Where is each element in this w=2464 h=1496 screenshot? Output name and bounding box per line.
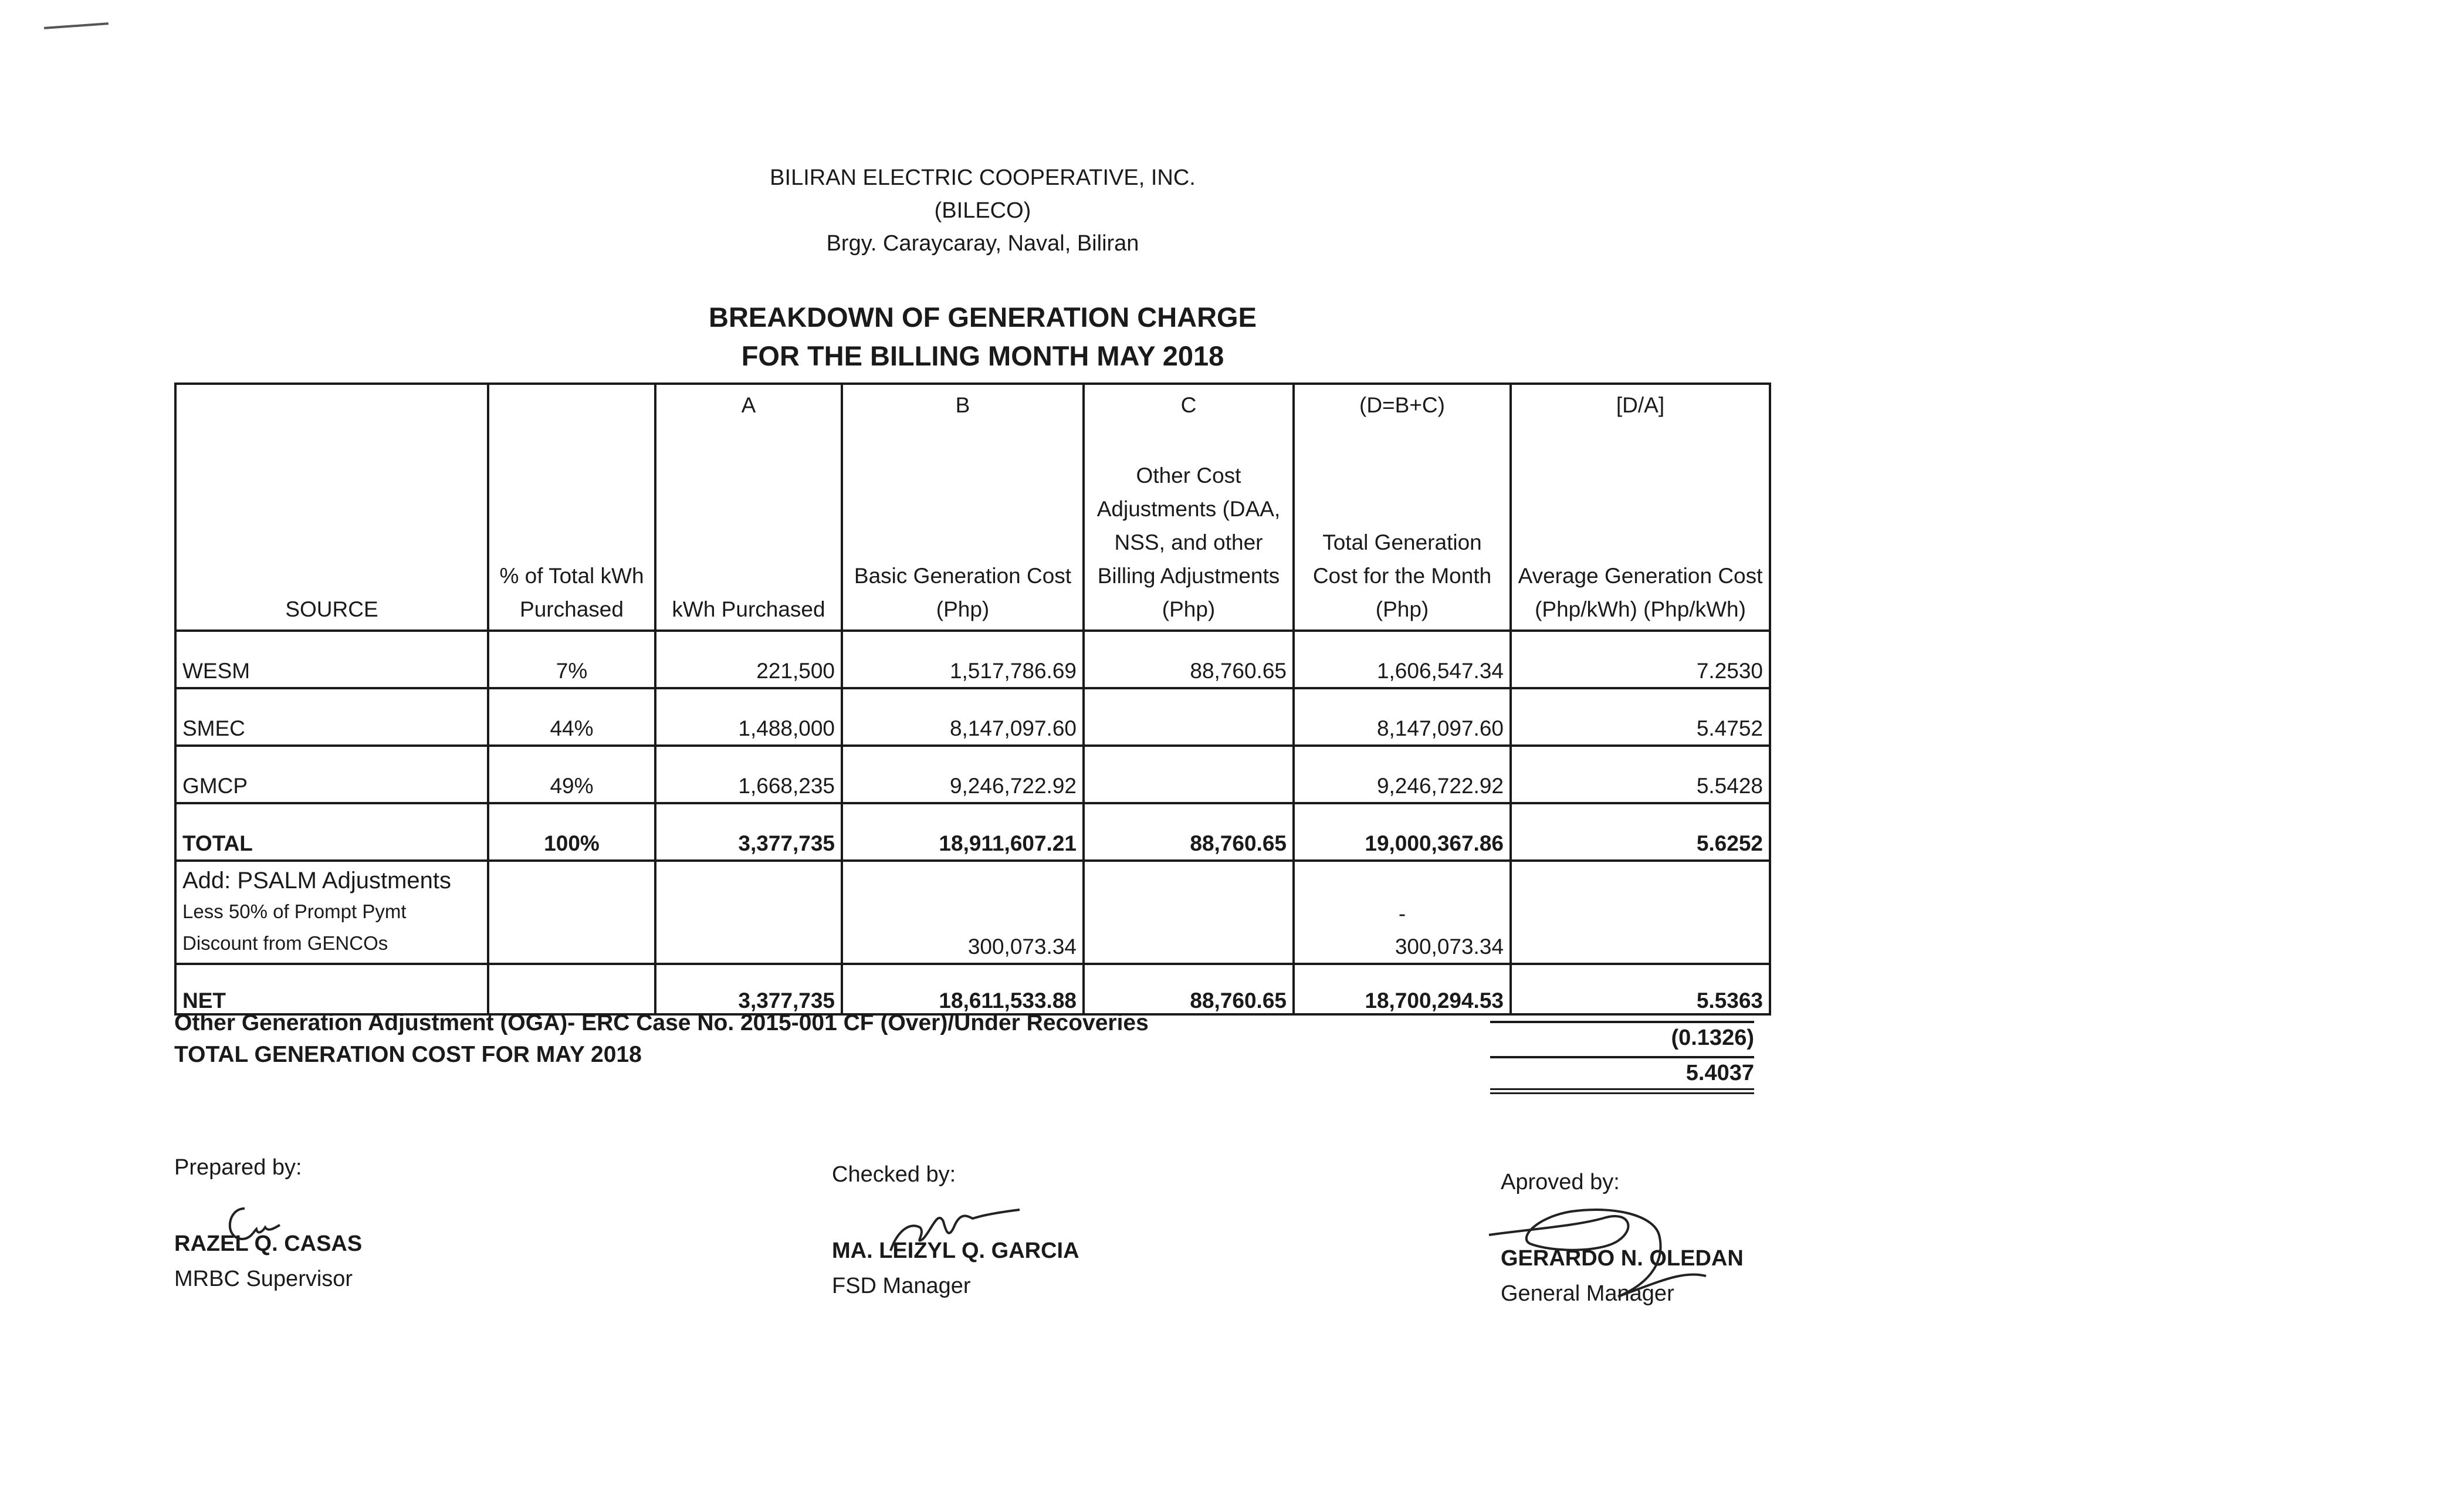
cell-source: NET: [175, 964, 488, 1014]
org-name: BILIRAN ELECTRIC COOPERATIVE, INC.: [770, 165, 1196, 190]
cell-avg: [1511, 861, 1770, 964]
cell-avg: 5.5363: [1511, 964, 1770, 1014]
cell-basic: 8,147,097.60: [842, 688, 1084, 746]
cell-avg: 7.2530: [1511, 631, 1770, 688]
header-pct: % of Total kWh Purchased: [488, 384, 655, 631]
cell-pct: 44%: [488, 688, 655, 746]
cell-basic: 18,911,607.21: [842, 803, 1084, 861]
cell-kwh: 3,377,735: [655, 964, 842, 1014]
prepared-by-block: [174, 1150, 362, 1297]
cell-other: 88,760.65: [1084, 964, 1294, 1014]
cell-pct: [488, 964, 655, 1014]
cell-pct: 49%: [488, 746, 655, 803]
cell-total: [1294, 861, 1511, 964]
cell-kwh: 221,500: [655, 631, 842, 688]
cell-basic: 18,611,533.88: [842, 964, 1084, 1014]
title-line-1: BREAKDOWN OF GENERATION CHARGE: [709, 302, 1257, 333]
cell-total: 8,147,097.60: [1294, 688, 1511, 746]
title-line-2: FOR THE BILLING MONTH MAY 2018: [741, 340, 1224, 371]
document-title: [528, 298, 1437, 375]
header-kwh: A kWh Purchased: [655, 384, 842, 631]
cell-other: [1084, 688, 1294, 746]
cell-avg: 5.5428: [1511, 746, 1770, 803]
cell-total: 9,246,722.92: [1294, 746, 1511, 803]
cell-kwh: 1,668,235: [655, 746, 842, 803]
generation-charge-table: [174, 383, 1771, 1016]
cell-source: GMCP: [175, 746, 488, 803]
prepared-by-position: MRBC Supervisor: [174, 1267, 353, 1291]
signature-garcia: [879, 1198, 1031, 1263]
checked-by-name: MA. LEIZYL Q. GARCIA: [832, 1238, 1079, 1263]
cell-kwh: [655, 861, 842, 964]
table-row: [175, 688, 1770, 746]
oga-label: Other Generation Adjustment (OGA)- ERC Case No. 2015-001 CF (Over)/Under Recoveries: [174, 1010, 1149, 1035]
checked-by-label: Checked by:: [832, 1162, 956, 1187]
header-other-cost: C Other Cost Adjustments (DAA, NSS, and other Billing Adjustments (Php): [1084, 384, 1294, 631]
cell-pct: [488, 861, 655, 964]
psalm-adjustment-row: [175, 861, 1770, 964]
checked-by-position: FSD Manager: [832, 1274, 971, 1298]
net-row: [175, 964, 1770, 1014]
approved-by-block: [1501, 1165, 1744, 1311]
header-basic-cost: B Basic Generation Cost (Php): [842, 384, 1084, 631]
cell-other: 88,760.65: [1084, 803, 1294, 861]
cell-total: 19,000,367.86: [1294, 803, 1511, 861]
psalm-label-1: Add: PSALM Adjustments: [182, 868, 452, 893]
oga-value: (0.1326): [1490, 1021, 1754, 1051]
scan-mark: [44, 22, 109, 29]
psalm-label-2: Less 50% of Prompt Pymt: [182, 901, 407, 922]
table-row: [175, 746, 1770, 803]
cell-kwh: 1,488,000: [655, 688, 842, 746]
cell-other: [1084, 861, 1294, 964]
table-header-row: [175, 384, 1770, 631]
table-row: [175, 631, 1770, 688]
cell-avg: 5.4752: [1511, 688, 1770, 746]
org-abbr: (BILECO): [934, 198, 1031, 223]
cell-source: TOTAL: [175, 803, 488, 861]
psalm-total-value: 300,073.34: [1395, 935, 1504, 959]
cell-basic: 9,246,722.92: [842, 746, 1084, 803]
cell-psalm-label: [175, 861, 488, 964]
psalm-label-3: Discount from GENCOs: [182, 932, 388, 954]
cell-source: SMEC: [175, 688, 488, 746]
total-generation-value: 5.4037: [1490, 1056, 1754, 1094]
total-row: [175, 803, 1770, 861]
header-source: SOURCE: [175, 384, 488, 631]
cell-source: WESM: [175, 631, 488, 688]
cell-pct: 100%: [488, 803, 655, 861]
approved-by-name: GERARDO N. OLEDAN: [1501, 1246, 1744, 1271]
org-address: Brgy. Caraycaray, Naval, Biliran: [826, 231, 1139, 256]
approved-by-position: General Manager: [1501, 1281, 1674, 1306]
cell-basic: 300,073.34: [842, 861, 1084, 964]
total-generation-label: TOTAL GENERATION COST FOR MAY 2018: [174, 1042, 642, 1067]
cell-total: 18,700,294.53: [1294, 964, 1511, 1014]
prepared-by-label: Prepared by:: [174, 1155, 302, 1180]
cell-avg: 5.6252: [1511, 803, 1770, 861]
psalm-total-dash: -: [1398, 902, 1406, 926]
cell-kwh: 3,377,735: [655, 803, 842, 861]
header-total-cost: (D=B+C) Total Generation Cost for the Month (Php): [1294, 384, 1511, 631]
document-header: [587, 161, 1379, 260]
cell-other: 88,760.65: [1084, 631, 1294, 688]
prepared-by-name: RAZEL Q. CASAS: [174, 1231, 363, 1256]
signature-casas: [221, 1203, 297, 1250]
cell-total: 1,606,547.34: [1294, 631, 1511, 688]
signature-oledan: [1483, 1194, 1765, 1305]
header-avg-cost: [D/A] Average Generation Cost (Php/kWh) (Php/kWh): [1511, 384, 1770, 631]
cell-pct: 7%: [488, 631, 655, 688]
approved-by-label: Aproved by:: [1501, 1170, 1620, 1194]
cell-other: [1084, 746, 1294, 803]
cell-basic: 1,517,786.69: [842, 631, 1084, 688]
checked-by-block: [832, 1157, 1079, 1304]
